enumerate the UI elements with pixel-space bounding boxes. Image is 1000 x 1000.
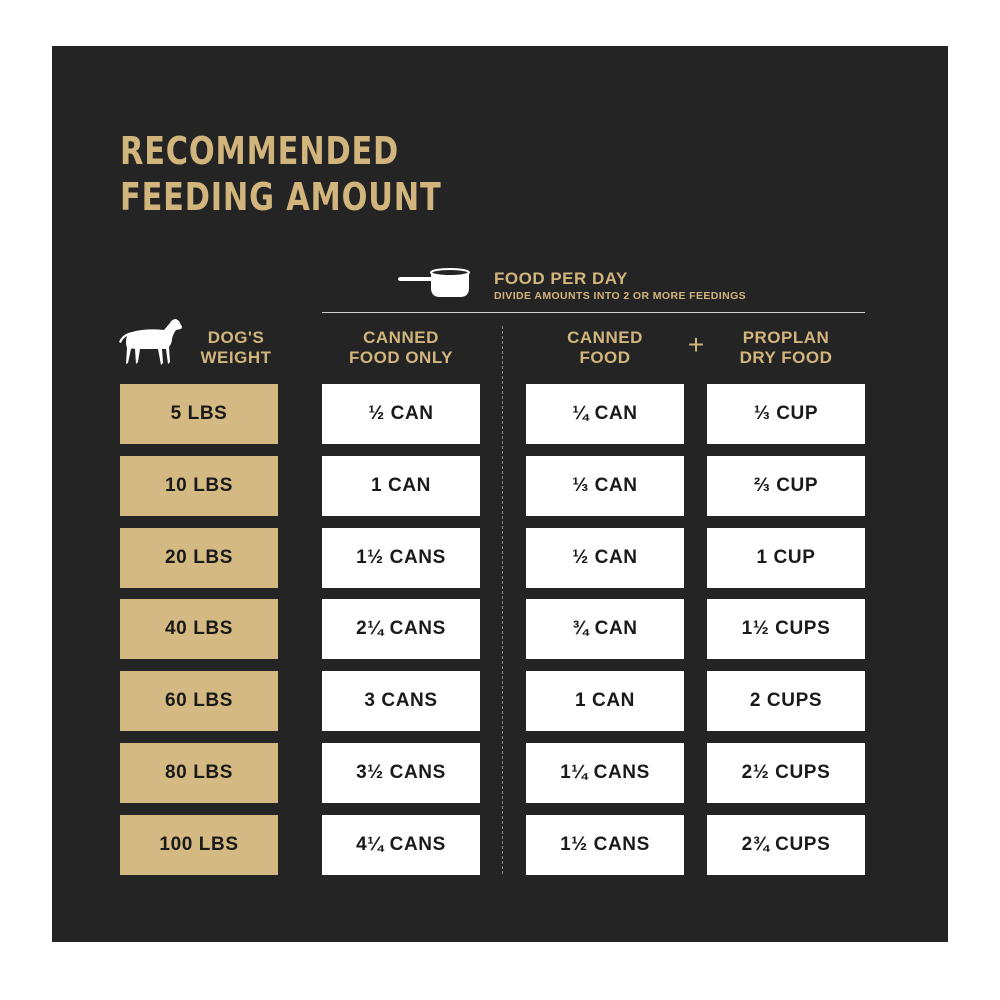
dry-food-cell: ⅔ CUP [707,456,865,516]
column-divider [502,326,503,874]
canned-header-line-2: FOOD [579,348,631,367]
header-divider [322,312,865,313]
dry-food-cell: 2 CUPS [707,671,865,731]
canned-only-cell: 1½ CANS [322,528,480,588]
canned-cell: ⅓ CAN [526,456,684,516]
canned-only-cell: 3½ CANS [322,743,480,803]
canned-cell: 1¼ CANS [526,743,684,803]
weight-cell: 10 LBS [120,456,278,516]
weight-cell: 100 LBS [120,815,278,875]
canned-only-cell: 2¼ CANS [322,599,480,659]
dry-food-cell: 2½ CUPS [707,743,865,803]
weight-cell: 60 LBS [120,671,278,731]
canned-cell: ½ CAN [526,528,684,588]
measuring-scoop-icon [397,266,473,302]
dry-header-line-2: DRY FOOD [739,348,833,367]
weight-cell: 5 LBS [120,384,278,444]
weight-header-line-1: DOG'S [207,328,265,347]
canned-column-header [526,328,684,368]
canned-header-line-1: CANNED [567,328,643,347]
weight-column-header [185,328,287,368]
food-per-day-label: FOOD PER DAY [494,269,628,288]
weight-cell: 80 LBS [120,743,278,803]
weight-cell: 40 LBS [120,599,278,659]
canned-only-header-line-2: FOOD ONLY [349,348,453,367]
dry-food-column-header [707,328,865,368]
dry-food-cell: 2¾ CUPS [707,815,865,875]
canned-only-column-header [322,328,480,368]
dry-food-cell: 1½ CUPS [707,599,865,659]
weight-header-line-2: WEIGHT [200,348,272,367]
chart-title [120,128,442,220]
canned-only-cell: 1 CAN [322,456,480,516]
canned-only-cell: 4¼ CANS [322,815,480,875]
dry-food-cell: 1 CUP [707,528,865,588]
dog-icon [118,318,184,366]
canned-cell: ¾ CAN [526,599,684,659]
canned-only-cell: ½ CAN [322,384,480,444]
canned-cell: ¼ CAN [526,384,684,444]
canned-cell: 1 CAN [526,671,684,731]
food-per-day-heading [494,269,746,302]
dry-header-line-1: PROPLAN [742,328,830,347]
plus-sign: + [687,329,705,360]
weight-cell: 20 LBS [120,528,278,588]
dry-food-cell: ⅓ CUP [707,384,865,444]
canned-only-header-line-1: CANNED [363,328,439,347]
title-line-2: FEEDING AMOUNT [120,175,442,219]
canned-only-cell: 3 CANS [322,671,480,731]
canned-cell: 1½ CANS [526,815,684,875]
food-per-day-note: DIVIDE AMOUNTS INTO 2 OR MORE FEEDINGS [494,290,747,302]
title-line-1: RECOMMENDED [120,129,400,173]
